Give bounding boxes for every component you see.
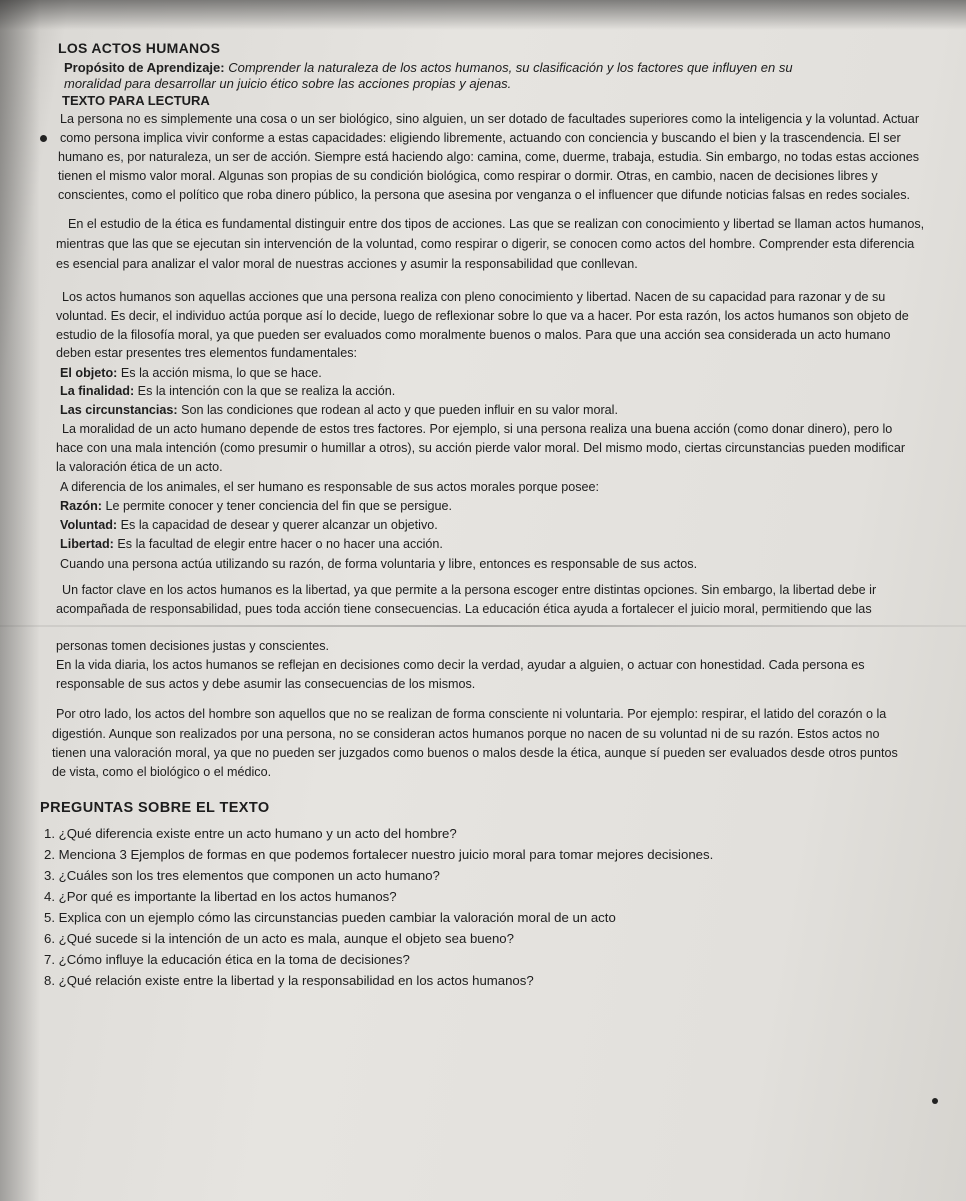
paragraph-line: Un factor clave en los actos humanos es la libertad, ya que permite a la persona escoger entre distintas opciones. Sin embargo, la libertad debe ir <box>62 583 877 597</box>
ink-dot <box>932 1098 938 1104</box>
question-number: 8. <box>44 973 55 988</box>
faculty-will <box>60 517 438 533</box>
faculty-label: Voluntad: <box>60 518 118 532</box>
question-text: ¿Cómo influye la educación ética en la toma de decisiones? <box>58 952 410 967</box>
element-label: La finalidad: <box>60 384 135 398</box>
paragraph-line: responsable de sus actos y debe asumir las consecuencias de los mismos. <box>56 677 476 691</box>
paragraph-line: En el estudio de la ética es fundamental distinguir entre dos tipos de acciones. Las que se realizan con conocimiento y libertad se llaman actos humanos, <box>68 217 925 231</box>
question-text: Menciona 3 Ejemplos de formas en que podemos fortalecer nuestro juicio moral para tomar mejores decisiones. <box>58 847 714 862</box>
faculty-text: Es la facultad de elegir entre hacer o no hacer una acción. <box>113 537 443 551</box>
paragraph-line: La moralidad de un acto humano depende de estos tres factores. Por ejemplo, si una persona realiza una buena acción (como donar dinero), pero lo <box>62 422 893 436</box>
element-text: Es la intención con la que se realiza la acción. <box>134 384 396 398</box>
paragraph-line: tienen el mismo valor moral. Algunas son propias de su condición biológica, como respirar o dormir. Otras, en cambio, nacen de decisiones libres y <box>58 169 878 183</box>
purpose-line-1 <box>64 60 793 76</box>
question-number: 3. <box>44 868 55 883</box>
question-item <box>44 910 616 926</box>
paragraph-line: humano es, por naturaleza, un ser de acción. Siempre está haciendo algo: camina, come, duerme, trabaja, estudia. Sin embargo, no todas estas acciones <box>58 150 920 164</box>
paragraph-line: En la vida diaria, los actos humanos se reflejan en decisiones como decir la verdad, ayudar a alguien, o actuar con honestidad. Cada persona es <box>56 658 865 672</box>
question-number: 2. <box>44 847 55 862</box>
paragraph-line: Por otro lado, los actos del hombre son aquellos que no se realizan de forma consciente ni voluntaria. Por ejemplo: respirar, el latido del corazón o la <box>56 707 887 721</box>
paragraph-line: personas tomen decisiones justas y conscientes. <box>56 639 330 653</box>
top-shadow <box>0 0 966 30</box>
faculty-text: Le permite conocer y tener conciencia del fin que se persigue. <box>101 499 453 513</box>
paragraph-line: tienen una valoración moral, ya que no pueden ser juzgados como buenos o malos desde la ética, aunque sí pueden ser evaluados desde otros puntos <box>52 746 898 760</box>
question-item <box>44 826 457 842</box>
element-circumstances <box>60 402 618 418</box>
question-text: Explica con un ejemplo cómo las circunstancias pueden cambiar la valoración moral de un acto <box>58 910 616 925</box>
faculty-label: Razón: <box>60 499 102 513</box>
question-text: ¿Por qué es importante la libertad en los actos humanos? <box>58 889 397 904</box>
paragraph-line: Los actos humanos son aquellas acciones que una persona realiza con pleno conocimiento y libertad. Nacen de su capacidad para razonar y de su <box>62 290 886 304</box>
paragraph-line: digestión. Aunque son realizados por una persona, no se consideran actos humanos porque no nacen de su voluntad ni de su razón. Estos actos no <box>52 727 880 741</box>
reading-heading: TEXTO PARA LECTURA <box>62 93 210 108</box>
paragraph-line: deben estar presentes tres elementos fundamentales: <box>56 346 358 360</box>
paragraph-line: la valoración ética de un acto. <box>56 460 223 474</box>
paragraph-line: es esencial para analizar el valor moral de nuestras acciones y asumir la responsabilidad que conllevan. <box>56 257 638 271</box>
paper-fold-line <box>0 625 966 627</box>
purpose-label: Propósito de Aprendizaje: <box>64 60 225 75</box>
faculty-freedom <box>60 536 443 552</box>
question-text: ¿Qué sucede si la intención de un acto es mala, aunque el objeto sea bueno? <box>58 931 514 946</box>
question-item <box>44 931 514 947</box>
question-number: 5. <box>44 910 55 925</box>
paragraph-line: mientras que las que se ejecutan sin intervención de la voluntad, como respirar o digerir, se conocen como actos del hombre. Comprender esta diferencia <box>56 237 915 251</box>
question-item <box>44 847 713 863</box>
paragraph-line: hace con una mala intención (como presumir o humillar a otros), su acción pierde valor moral. Del mismo modo, ciertas circunstancias pueden modificar <box>56 441 906 455</box>
question-number: 7. <box>44 952 55 967</box>
paragraph-line: como persona implica vivir conforme a estas capacidades: eligiendo libremente, actuando con conciencia y buscando el bien y la trascendencia. El ser <box>60 131 901 145</box>
element-text: Son las condiciones que rodean al acto y que pueden influir en su valor moral. <box>177 403 618 417</box>
paragraph-line: conscientes, como el político que roba dinero público, la persona que asesina por venganza o el influencer que difunde noticias falsas en redes sociales. <box>58 188 911 202</box>
purpose-text-2: moralidad para desarrollar un juicio ético sobre las acciones propias y ajenas. <box>64 76 512 91</box>
question-item <box>44 952 410 968</box>
question-text: ¿Cuáles son los tres elementos que componen un acto humano? <box>58 868 440 883</box>
paragraph-line: La persona no es simplemente una cosa o un ser biológico, sino alguien, un ser dotado de facultades superiores como la inteligencia y la voluntad. Actuar <box>60 112 920 126</box>
question-text: ¿Qué relación existe entre la libertad y la responsabilidad en los actos humanos? <box>58 973 534 988</box>
left-shadow <box>0 0 40 1201</box>
question-item <box>44 973 534 989</box>
faculty-text: Es la capacidad de desear y querer alcanzar un objetivo. <box>117 518 438 532</box>
paragraph-line: estudio de la filosofía moral, ya que pueden ser evaluados como moralmente buenos o malos. Para que una acción sea considerada un acto humano <box>56 328 891 342</box>
purpose-line-2 <box>64 76 511 92</box>
element-text: Es la acción misma, lo que se hace. <box>117 366 322 380</box>
element-label: El objeto: <box>60 366 118 380</box>
question-item <box>44 889 397 905</box>
purpose-text-1: Comprender la naturaleza de los actos humanos, su clasificación y los factores que influyen en su <box>224 60 793 75</box>
bullet-dot <box>40 135 47 142</box>
faculty-reason <box>60 498 452 514</box>
paragraph-line: voluntad. Es decir, el individuo actúa porque así lo decide, luego de reflexionar sobre lo que va a hacer. Por esta razón, los actos humanos son objeto de <box>56 309 909 323</box>
question-number: 1. <box>44 826 55 841</box>
paragraph-line: A diferencia de los animales, el ser humano es responsable de sus actos morales porque posee: <box>60 480 600 494</box>
question-item <box>44 868 440 884</box>
faculty-label: Libertad: <box>60 537 114 551</box>
element-object <box>60 365 322 381</box>
paragraph-line: acompañada de responsabilidad, pues toda acción tiene consecuencias. La educación ética ayuda a fortalecer el juicio moral, permitiendo que las <box>56 602 872 616</box>
question-number: 4. <box>44 889 55 904</box>
question-number: 6. <box>44 931 55 946</box>
element-label: Las circunstancias: <box>60 403 178 417</box>
question-text: ¿Qué diferencia existe entre un acto humano y un acto del hombre? <box>58 826 457 841</box>
document-title: LOS ACTOS HUMANOS <box>58 40 221 56</box>
paragraph-line: de vista, como el biológico o el médico. <box>52 765 272 779</box>
paragraph-line: Cuando una persona actúa utilizando su razón, de forma voluntaria y libre, entonces es responsable de sus actos. <box>60 557 698 571</box>
element-purpose <box>60 383 395 399</box>
questions-heading: PREGUNTAS SOBRE EL TEXTO <box>40 800 270 816</box>
